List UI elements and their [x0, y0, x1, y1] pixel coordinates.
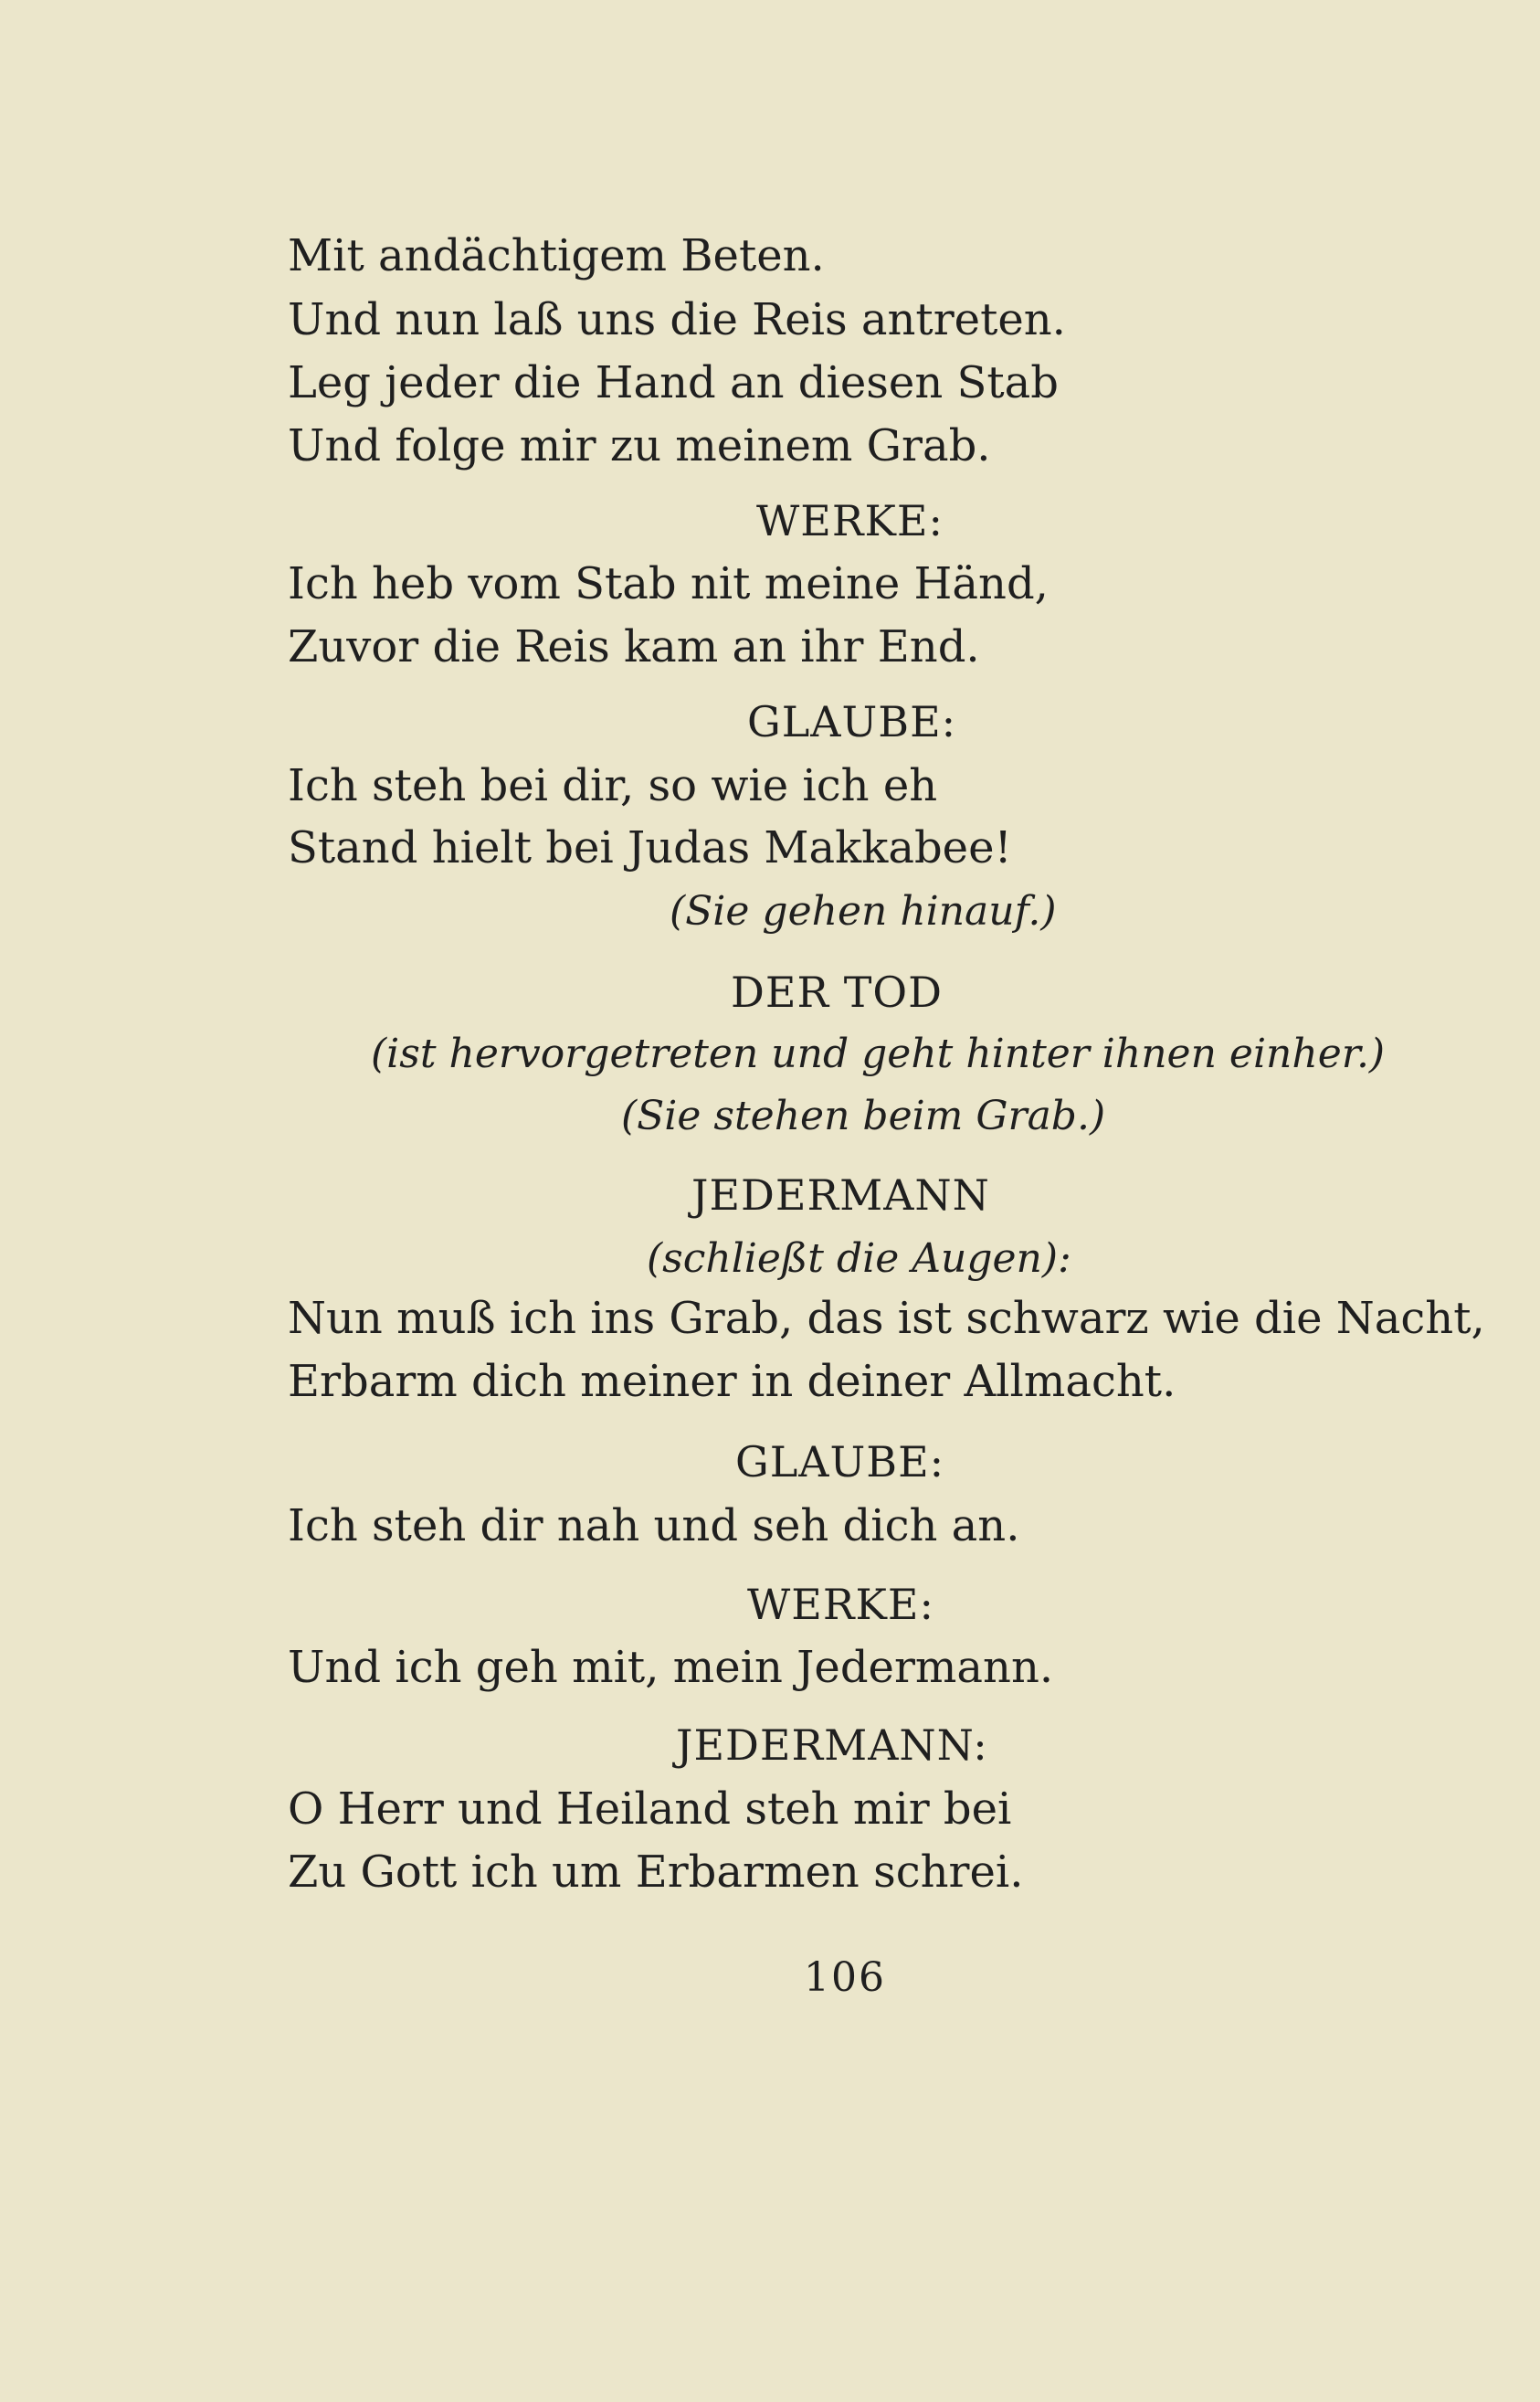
- verse-line: Zuvor die Reis kam an ihr End.: [288, 621, 980, 672]
- stage-direction: (Sie stehen beim Grab.): [621, 1093, 1106, 1139]
- speaker-name: JEDERMANN:: [676, 1720, 988, 1770]
- verse-line: Ich heb vom Stab nit meine Händ,: [288, 558, 1049, 609]
- verse-line: O Herr und Heiland steh mir bei: [288, 1783, 1012, 1835]
- speaker-name: WERKE:: [756, 496, 944, 545]
- speaker-name: DER TOD: [731, 968, 943, 1017]
- verse-line: Zu Gott ich um Erbarmen schrei.: [288, 1846, 1024, 1898]
- verse-line: Ich steh bei dir, so wie ich eh: [288, 760, 938, 811]
- verse-line: Nun muß ich ins Grab, das ist schwarz wie die Nacht,: [288, 1293, 1485, 1344]
- stage-direction: (schließt die Augen):: [647, 1235, 1071, 1282]
- verse-line: Und nun laß uns die Reis antreten.: [288, 294, 1066, 345]
- stage-direction: (Sie gehen hinauf.): [670, 888, 1057, 935]
- speaker-name: GLAUBE:: [747, 697, 957, 746]
- page-number: 106: [804, 1954, 886, 2001]
- verse-line: Und folge mir zu meinem Grab.: [288, 420, 991, 471]
- verse-line: Stand hielt bei Judas Makkabee!: [288, 822, 1012, 873]
- stage-direction: (ist hervorgetreten und geht hinter ihnen einher.): [371, 1031, 1386, 1077]
- verse-line: Und ich geh mit, mein Jedermann.: [288, 1642, 1054, 1693]
- verse-line: Mit andächtigem Beten.: [288, 230, 825, 281]
- speaker-name: JEDERMANN: [691, 1170, 990, 1220]
- verse-line: Ich steh dir nah und seh dich an.: [288, 1500, 1020, 1551]
- verse-line: Erbarm dich meiner in deiner Allmacht.: [288, 1356, 1176, 1407]
- speaker-name: WERKE:: [747, 1580, 934, 1629]
- speaker-name: GLAUBE:: [735, 1437, 945, 1487]
- verse-line: Leg jeder die Hand an diesen Stab: [288, 357, 1060, 408]
